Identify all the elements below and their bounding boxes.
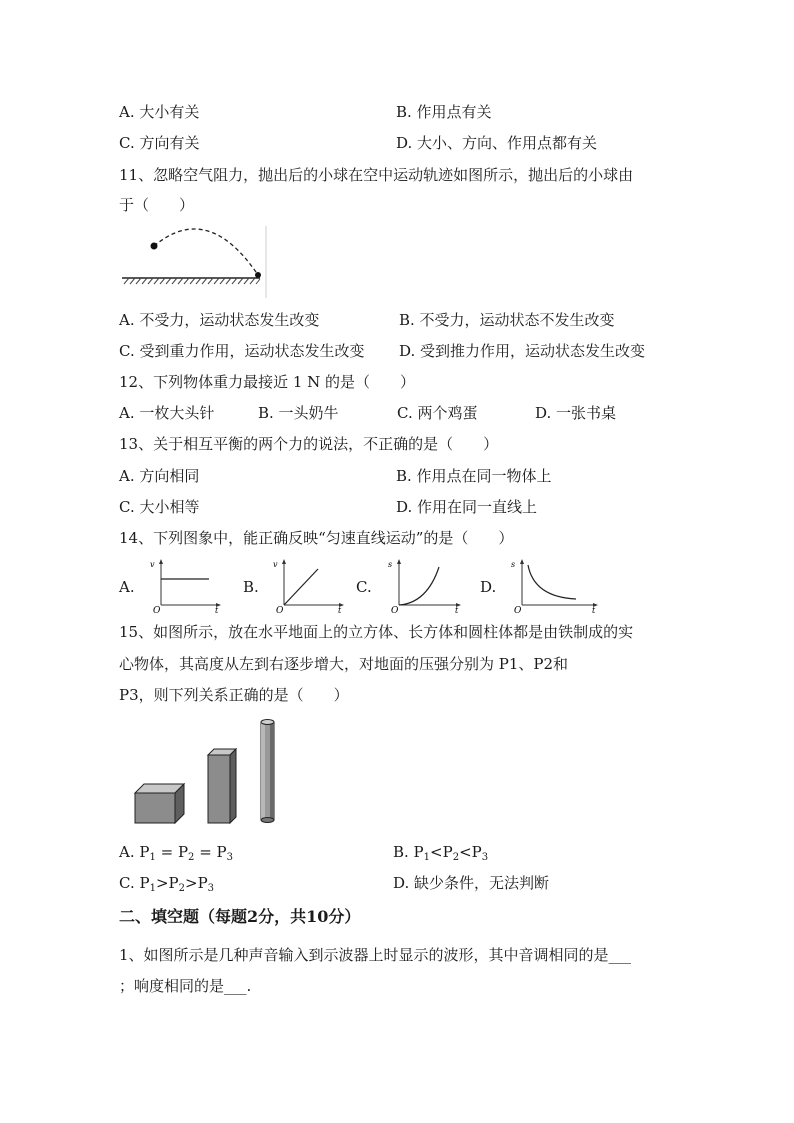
graph-b-v-t-sloped	[268, 557, 346, 613]
q13-option-c: C. 大小相等	[119, 498, 200, 516]
q11-stem-line1: 11、忽略空气阻力，抛出后的小球在空中运动轨迹如图所示，抛出后的小球由	[119, 166, 634, 184]
graph-curve	[399, 567, 439, 605]
trajectory-path	[154, 229, 258, 275]
q15-option-c: C. $P_1>P_2>P_3$	[119, 874, 215, 894]
y-axis-label: v	[150, 560, 155, 569]
q15-option-b: B. $P_1<P_2<P_3$	[393, 843, 489, 863]
q14-option-b: B.	[243, 578, 259, 596]
q14-option-c: C.	[356, 578, 372, 596]
projectile-trajectory-figure	[118, 226, 273, 298]
q11-option-c: C. 受到重力作用，运动状态发生改变	[119, 342, 365, 360]
cube-solid	[135, 784, 184, 823]
q13-stem: 13、关于相互平衡的两个力的说法，不正确的是（ ）	[119, 435, 499, 453]
y-axis-label: v	[273, 560, 278, 569]
q11-option-a: A. 不受力，运动状态发生改变	[119, 311, 320, 329]
q13-option-b: B. 作用点在同一物体上	[396, 467, 552, 485]
q15-stem-line3: P3，则下列关系正确的是（ ）	[119, 686, 349, 704]
q15-stem-line1: 15、如图所示，放在水平地面上的立方体、长方体和圆柱体都是由铁制成的实	[119, 623, 634, 641]
q14-stem: 14、下列图象中，能正确反映“匀速直线运动”的是（ ）	[119, 529, 514, 547]
graph-c-s-t-curve-up	[383, 557, 463, 613]
x-axis-label: t	[455, 606, 459, 613]
q11-option-d: D. 受到推力作用，运动状态发生改变	[399, 342, 646, 360]
graph-a-v-t-horizontal	[145, 557, 223, 613]
graph-curve	[528, 565, 576, 599]
q10-option-b: B. 作用点有关	[396, 103, 492, 121]
origin-label: O	[276, 606, 284, 613]
q12-option-c: C. 两个鸡蛋	[397, 404, 478, 422]
iron-solids-figure	[130, 714, 290, 826]
origin-label: O	[153, 606, 161, 613]
x-axis-label: t	[338, 606, 342, 613]
q10-option-d: D. 大小、方向、作用点都有关	[396, 134, 598, 152]
cylinder-solid	[261, 720, 274, 823]
q15-stem-line2: 心物体，其高度从左到右逐步增大，对地面的压强分别为 P1、P2和	[119, 655, 569, 673]
q15-option-a: A. $P_1 = P_2 = P_3$	[119, 843, 233, 863]
q10-option-c: C. 方向有关	[119, 134, 200, 152]
q12-option-d: D. 一张书桌	[535, 404, 617, 422]
fill1-line2: ；响度相同的是___.	[119, 977, 252, 995]
y-axis-label: s	[511, 560, 516, 569]
q11-stem-line2: 于（ ）	[119, 196, 195, 214]
ball-end	[255, 272, 261, 278]
section-heading: 二、填空题（每题2分，共10分）	[119, 907, 361, 926]
ground-hatching	[124, 278, 260, 284]
q12-stem: 12、下列物体重力最接近 1 N 的是（ ）	[119, 373, 416, 391]
cuboid-solid	[208, 749, 236, 823]
q11-option-b: B. 不受力，运动状态不发生改变	[399, 311, 615, 329]
origin-label: O	[514, 606, 522, 613]
y-axis-label: s	[388, 560, 393, 569]
ball-start	[151, 243, 158, 250]
graph-d-s-t-curve-down	[506, 557, 600, 613]
graph-line	[284, 569, 318, 605]
q14-option-d: D.	[480, 578, 497, 596]
x-axis-label: t	[215, 606, 219, 613]
fill1-line1: 1、如图所示是几种声音输入到示波器上时显示的波形，其中音调相同的是___	[119, 946, 632, 964]
q13-option-a: A. 方向相同	[119, 467, 200, 485]
origin-label: O	[391, 606, 399, 613]
q14-option-a: A.	[119, 578, 135, 596]
q15-option-d: D. 缺少条件，无法判断	[393, 874, 550, 892]
x-axis-label: t	[592, 606, 596, 613]
q12-option-b: B. 一头奶牛	[258, 404, 339, 422]
q12-option-a: A. 一枚大头针	[119, 404, 215, 422]
q13-option-d: D. 作用在同一直线上	[396, 498, 538, 516]
q10-option-a: A. 大小有关	[119, 103, 200, 121]
